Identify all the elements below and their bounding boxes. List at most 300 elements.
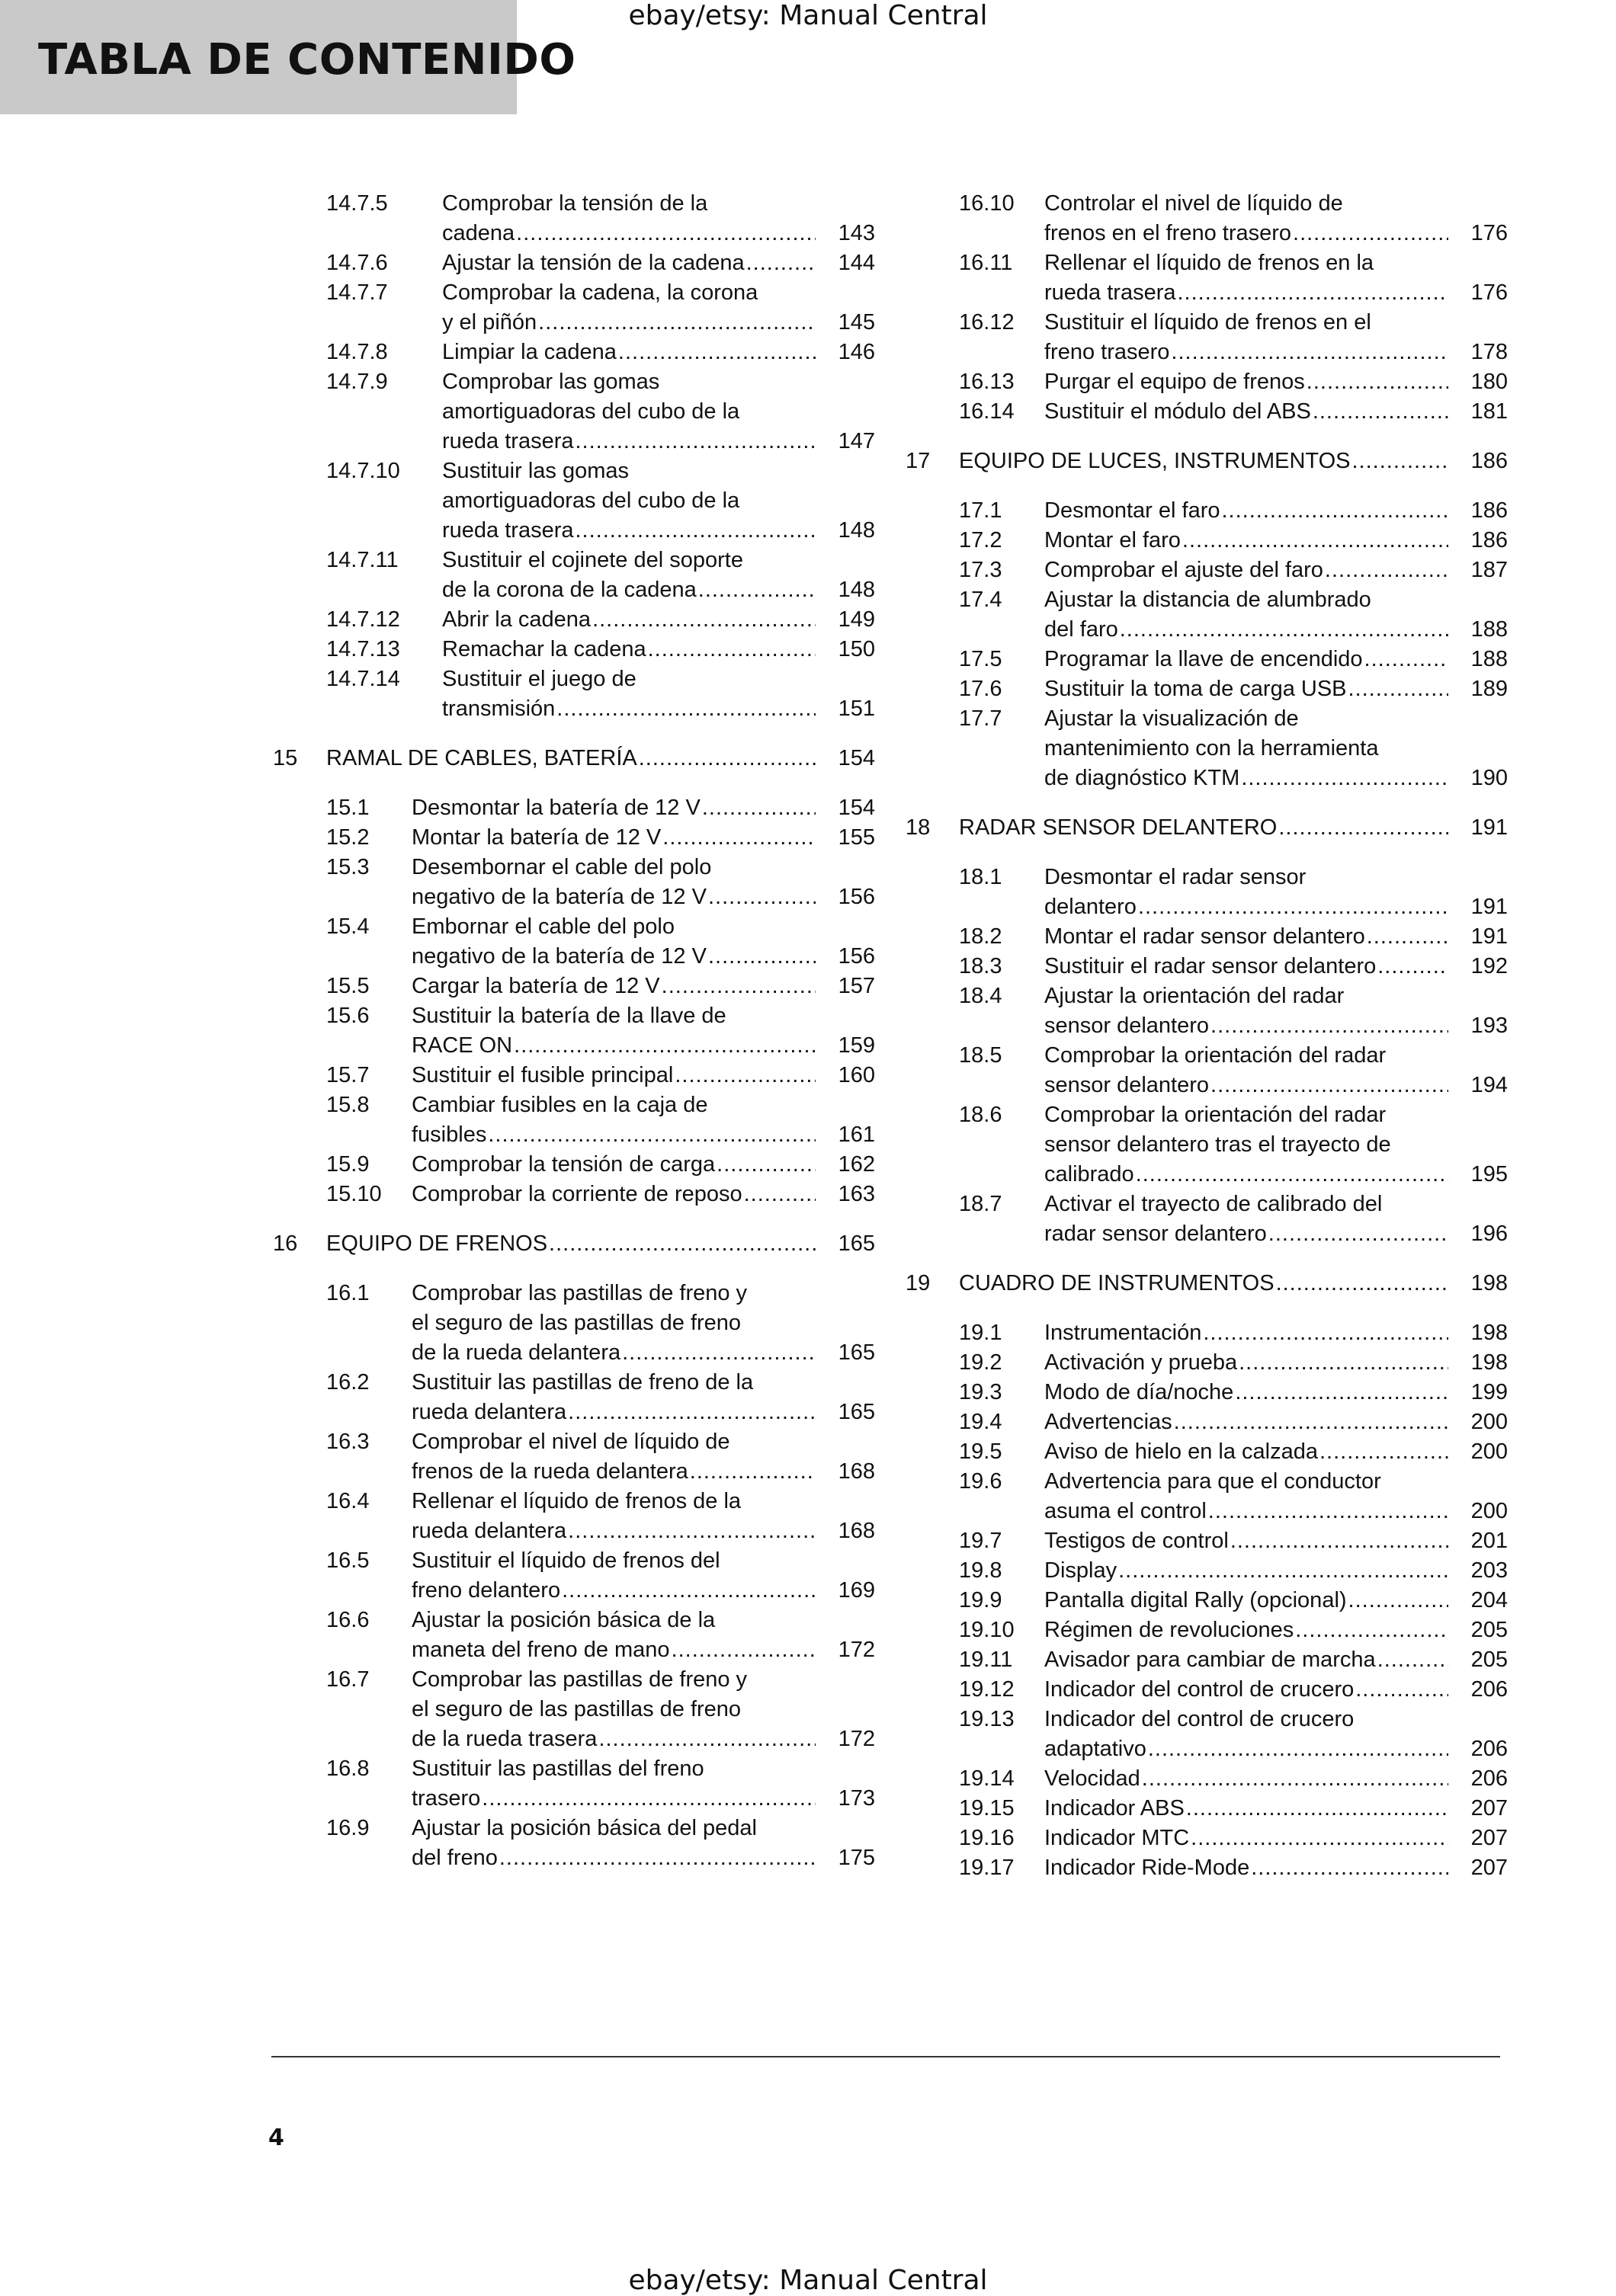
toc-entry-number: 17.7 — [959, 706, 1002, 731]
toc-section-entry[interactable] — [326, 1001, 875, 1061]
toc-page-number: 159 — [838, 1033, 875, 1058]
toc-entry-number: 18.6 — [959, 1103, 1002, 1127]
toc-page-number: 154 — [838, 746, 875, 770]
toc-page-number: 154 — [838, 796, 875, 820]
toc-section-entry[interactable] — [959, 526, 1508, 556]
toc-entry-number: 19.11 — [959, 1648, 1013, 1672]
toc-dot-leader — [1268, 1219, 1448, 1249]
toc-entry-number: 19.8 — [959, 1558, 1002, 1583]
page-title: TABLA DE CONTENIDO — [38, 35, 576, 85]
toc-section-entry[interactable] — [959, 1824, 1508, 1853]
toc-entry-title-line: frenos de la rueda delantera — [412, 1459, 688, 1484]
toc-entry-number: 16.5 — [326, 1548, 370, 1573]
toc-page-number: 143 — [838, 221, 875, 245]
toc-section-entry[interactable] — [326, 546, 875, 605]
toc-entry-number: 19.16 — [959, 1826, 1015, 1850]
toc-entry-title-line: rueda delantera — [412, 1400, 567, 1424]
toc-dot-leader — [622, 1338, 816, 1368]
toc-entry-title-line: trasero — [412, 1786, 481, 1811]
toc-section-entry[interactable] — [959, 1041, 1508, 1100]
toc-dot-leader — [648, 635, 816, 664]
toc-entry-number: 19.4 — [959, 1410, 1002, 1434]
toc-dot-leader — [1235, 1378, 1448, 1407]
toc-entry-title-line: Indicador ABS — [1044, 1796, 1185, 1820]
toc-entry-title-line: Activación y prueba — [1044, 1350, 1238, 1375]
toc-entry-title-line: Comprobar la orientación del radar — [1044, 1043, 1387, 1068]
toc-chapter-entry[interactable] — [273, 744, 875, 773]
toc-dot-leader — [746, 248, 816, 278]
toc-section-entry[interactable] — [326, 1279, 875, 1368]
toc-section-entry[interactable] — [959, 556, 1508, 585]
toc-section-entry[interactable] — [326, 1368, 875, 1427]
toc-entry-number: 19.6 — [959, 1469, 1002, 1494]
toc-entry-number: 17.2 — [959, 528, 1002, 552]
toc-entry-number: 16.11 — [959, 251, 1013, 275]
toc-entry-title-line: Cambiar fusibles en la caja de — [412, 1093, 708, 1117]
toc-dot-leader — [1186, 1794, 1448, 1824]
toc-entry-number: 14.7.12 — [326, 607, 400, 632]
toc-entry-number: 14.7.5 — [326, 191, 388, 216]
toc-entry-title-line: Sustituir el líquido de frenos en el — [1044, 310, 1371, 335]
toc-section-entry[interactable] — [326, 605, 875, 635]
toc-dot-leader — [1142, 1764, 1448, 1794]
toc-page-number: 180 — [1470, 370, 1508, 394]
toc-entry-number: 14.7.8 — [326, 340, 388, 364]
toc-entry-title-line: EQUIPO DE FRENOS — [326, 1231, 548, 1256]
toc-entry-number: 15.8 — [326, 1093, 370, 1117]
page-number: 4 — [268, 2125, 284, 2151]
toc-page-number: 205 — [1470, 1648, 1508, 1672]
toc-entry-number: 16.9 — [326, 1816, 370, 1840]
toc-entry-title-line: Controlar el nivel de líquido de — [1044, 191, 1343, 216]
toc-page-number: 146 — [838, 340, 875, 364]
toc-entry-number: 15.10 — [326, 1182, 382, 1206]
toc-entry-title-line: Comprobar el nivel de líquido de — [412, 1430, 730, 1454]
toc-section-entry[interactable] — [326, 1665, 875, 1754]
toc-page-number: 156 — [838, 885, 875, 909]
toc-entry-number: 16.3 — [326, 1430, 370, 1454]
toc-dot-leader — [568, 1398, 816, 1427]
toc-section-entry[interactable] — [959, 1705, 1508, 1764]
toc-entry-title-line: Comprobar la cadena, la corona — [442, 280, 758, 305]
toc-entry-title-line: RADAR SENSOR DELANTERO — [959, 815, 1278, 840]
toc-dot-leader — [568, 1516, 816, 1546]
toc-entry-number: 15 — [273, 746, 298, 770]
toc-dot-leader — [1138, 892, 1448, 922]
toc-chapter-entry[interactable] — [906, 813, 1508, 843]
toc-entry-title-line: y el piñón — [442, 310, 537, 335]
toc-entry-title-line: Rellenar el líquido de frenos en la — [1044, 251, 1374, 275]
toc-section-entry[interactable] — [959, 248, 1508, 308]
toc-entry-title-line: Pantalla digital Rally (opcional) — [1044, 1588, 1347, 1612]
toc-entry-title-line: RACE ON — [412, 1033, 513, 1058]
toc-entry-number: 14.7.7 — [326, 280, 388, 305]
toc-entry-title-line: Montar el faro — [1044, 528, 1181, 552]
toc-entry-title-line: amortiguadoras del cubo de la — [442, 399, 740, 424]
toc-section-entry[interactable] — [959, 1467, 1508, 1526]
toc-entry-title-line: Comprobar la corriente de reposo — [412, 1182, 742, 1206]
toc-dot-leader — [1367, 922, 1448, 952]
toc-entry-title-line: Comprobar el ajuste del faro — [1044, 558, 1323, 582]
toc-entry-number: 19.17 — [959, 1856, 1015, 1880]
toc-page-number: 191 — [1470, 895, 1508, 919]
toc-dot-leader — [662, 823, 816, 853]
toc-page-number: 144 — [838, 251, 875, 275]
toc-dot-leader — [538, 308, 816, 338]
toc-entry-title-line: Ajustar la tensión de la cadena — [442, 251, 745, 275]
toc-page-number: 207 — [1470, 1856, 1508, 1880]
toc-entry-title-line: el seguro de las pastillas de freno — [412, 1311, 742, 1335]
toc-page-number: 186 — [1470, 528, 1508, 552]
toc-dot-leader — [717, 1150, 816, 1180]
toc-section-entry[interactable] — [959, 674, 1508, 704]
toc-entry-title-line: Desmontar el faro — [1044, 498, 1220, 523]
toc-section-entry[interactable] — [959, 367, 1508, 397]
toc-entry-number: 18.1 — [959, 865, 1002, 889]
toc-section-entry[interactable] — [326, 823, 875, 853]
toc-page-number: 186 — [1470, 449, 1508, 473]
toc-page-number: 200 — [1470, 1499, 1508, 1523]
toc-entry-number: 16.4 — [326, 1489, 370, 1513]
toc-section-entry[interactable] — [326, 1606, 875, 1665]
toc-section-entry[interactable] — [326, 1754, 875, 1814]
toc-chapter-entry[interactable] — [906, 1269, 1508, 1299]
toc-entry-title-line: Comprobar la orientación del radar — [1044, 1103, 1387, 1127]
toc-dot-leader — [1118, 1556, 1448, 1586]
toc-section-entry[interactable] — [959, 1794, 1508, 1824]
toc-dot-leader — [672, 1635, 816, 1665]
toc-entry-title-line: Sustituir el fusible principal — [412, 1063, 674, 1087]
toc-section-entry[interactable] — [959, 645, 1508, 674]
toc-entry-number: 16 — [273, 1231, 298, 1256]
toc-section-entry[interactable] — [959, 1764, 1508, 1794]
toc-page-number: 187 — [1470, 558, 1508, 582]
toc-entry-number: 16.6 — [326, 1608, 370, 1632]
toc-entry-number: 15.6 — [326, 1004, 370, 1028]
toc-section-entry[interactable] — [326, 1546, 875, 1606]
toc-entry-number: 19.9 — [959, 1588, 1002, 1612]
toc-section-entry[interactable] — [959, 704, 1508, 793]
toc-entry-title-line: Desmontar la batería de 12 V — [412, 796, 701, 820]
toc-entry-number: 16.10 — [959, 191, 1015, 216]
toc-page-number: 191 — [1470, 924, 1508, 949]
toc-dot-leader — [744, 1180, 816, 1209]
toc-page-number: 206 — [1470, 1677, 1508, 1702]
toc-section-entry[interactable] — [326, 1427, 875, 1487]
toc-page-number: 199 — [1470, 1380, 1508, 1404]
toc-page-number: 188 — [1470, 647, 1508, 671]
toc-entry-title-line: Advertencia para que el conductor — [1044, 1469, 1381, 1494]
toc-section-entry[interactable] — [959, 863, 1508, 922]
toc-entry-title-line: Comprobar las pastillas de freno y — [412, 1667, 748, 1692]
toc-entry-number: 14.7.14 — [326, 667, 400, 691]
toc-entry-title-line: de la corona de la cadena — [442, 578, 697, 602]
toc-section-entry[interactable] — [959, 1437, 1508, 1467]
toc-entry-number: 14.7.9 — [326, 370, 388, 394]
toc-entry-title-line: Sustituir el radar sensor delantero — [1044, 954, 1377, 978]
toc-entry-title-line: de diagnóstico KTM — [1044, 766, 1240, 790]
toc-dot-leader — [576, 427, 816, 456]
toc-section-entry[interactable] — [959, 1378, 1508, 1407]
toc-section-entry[interactable] — [959, 585, 1508, 645]
toc-entry-title-line: mantenimiento con la herramienta — [1044, 736, 1379, 761]
toc-entry-title-line: Indicador Ride-Mode — [1044, 1856, 1250, 1880]
toc-section-entry[interactable] — [959, 1318, 1508, 1348]
toc-page-number: 191 — [1470, 815, 1508, 840]
toc-entry-title-line: Sustituir las pastillas del freno — [412, 1756, 704, 1781]
toc-section-entry[interactable] — [326, 912, 875, 972]
footer-divider — [271, 2056, 1500, 2057]
toc-dot-leader — [1136, 1160, 1448, 1190]
toc-column-left — [273, 189, 875, 1873]
toc-section-entry[interactable] — [959, 1190, 1508, 1249]
toc-page-number: 190 — [1470, 766, 1508, 790]
toc-section-entry[interactable] — [959, 952, 1508, 981]
toc-entry-number: 17.4 — [959, 588, 1002, 612]
toc-dot-leader — [708, 942, 816, 972]
toc-section-entry[interactable] — [326, 248, 875, 278]
toc-entry-number: 14.7.13 — [326, 637, 400, 661]
toc-section-entry[interactable] — [326, 635, 875, 664]
toc-dot-leader — [1148, 1734, 1448, 1764]
toc-entry-title-line: Purgar el equipo de frenos — [1044, 370, 1305, 394]
toc-entry-title-line: Advertencias — [1044, 1410, 1172, 1434]
toc-entry-number: 19.3 — [959, 1380, 1002, 1404]
toc-entry-number: 19.2 — [959, 1350, 1002, 1375]
toc-page-number: 150 — [838, 637, 875, 661]
toc-entry-number: 19.7 — [959, 1529, 1002, 1553]
toc-page-number: 178 — [1470, 340, 1508, 364]
toc-page-number: 206 — [1470, 1737, 1508, 1761]
toc-entry-title-line: Ajustar la distancia de alumbrado — [1044, 588, 1371, 612]
toc-section-entry[interactable] — [326, 793, 875, 823]
toc-section-entry[interactable] — [326, 1814, 875, 1873]
toc-entry-title-line: Avisador para cambiar de marcha — [1044, 1648, 1376, 1672]
toc-section-entry[interactable] — [959, 1675, 1508, 1705]
toc-dot-leader — [1171, 338, 1448, 367]
toc-entry-number: 18.5 — [959, 1043, 1002, 1068]
toc-page-number: 200 — [1470, 1439, 1508, 1464]
toc-entry-title-line: maneta del freno de mano — [412, 1638, 670, 1662]
toc-section-entry[interactable] — [959, 308, 1508, 367]
toc-page-number: 156 — [838, 944, 875, 969]
toc-entry-title-line: Programar la llave de encendido — [1044, 647, 1363, 671]
toc-section-entry[interactable] — [326, 1061, 875, 1090]
toc-dot-leader — [1307, 367, 1448, 397]
toc-entry-number: 15.5 — [326, 974, 370, 998]
toc-section-entry[interactable] — [959, 1100, 1508, 1190]
toc-page-number: 172 — [838, 1727, 875, 1751]
toc-dot-leader — [499, 1843, 816, 1873]
toc-page-number: 194 — [1470, 1073, 1508, 1097]
toc-entry-title-line: del freno — [412, 1846, 498, 1870]
toc-entry-title-line: del faro — [1044, 617, 1118, 642]
toc-dot-leader — [1352, 447, 1449, 476]
toc-page-number: 192 — [1470, 954, 1508, 978]
toc-page-number: 148 — [838, 578, 875, 602]
toc-section-entry[interactable] — [326, 972, 875, 1001]
toc-section-entry[interactable] — [326, 664, 875, 724]
toc-entry-title-line: RAMAL DE CABLES, BATERÍA — [326, 746, 637, 770]
toc-entry-title-line: transmisión — [442, 696, 556, 721]
toc-entry-number: 14.7.10 — [326, 459, 400, 483]
toc-entry-title-line: de la rueda delantera — [412, 1340, 621, 1365]
toc-dot-leader — [1222, 496, 1449, 526]
toc-entry-number: 17.3 — [959, 558, 1002, 582]
toc-entry-number: 18 — [906, 815, 931, 840]
toc-entry-number: 15.7 — [326, 1063, 370, 1087]
toc-entry-title-line: Modo de día/noche — [1044, 1380, 1234, 1404]
toc-entry-number: 14.7.6 — [326, 251, 388, 275]
toc-entry-title-line: Display — [1044, 1558, 1117, 1583]
toc-entry-title-line: Rellenar el líquido de frenos de la — [412, 1489, 742, 1513]
toc-section-entry[interactable] — [959, 922, 1508, 952]
toc-entry-number: 19.14 — [959, 1766, 1015, 1791]
toc-page-number: 147 — [838, 429, 875, 453]
toc-page-number: 165 — [838, 1400, 875, 1424]
toc-dot-leader — [1210, 1011, 1448, 1041]
toc-dot-leader — [1182, 526, 1448, 556]
toc-entry-title-line: Comprobar la tensión de carga — [412, 1152, 716, 1177]
toc-entry-title-line: calibrado — [1044, 1162, 1134, 1186]
toc-section-entry[interactable] — [326, 367, 875, 456]
toc-section-entry[interactable] — [959, 397, 1508, 427]
toc-entry-title-line: Desembornar el cable del polo — [412, 855, 712, 879]
toc-entry-title-line: negativo de la batería de 12 V — [412, 885, 707, 909]
toc-dot-leader — [1191, 1824, 1448, 1853]
toc-section-entry[interactable] — [959, 1556, 1508, 1586]
toc-entry-title-line: Sustituir las gomas — [442, 459, 629, 483]
toc-entry-number: 19 — [906, 1271, 931, 1295]
toc-page-number: 206 — [1470, 1766, 1508, 1791]
toc-section-entry[interactable] — [326, 853, 875, 912]
toc-entry-number: 17.6 — [959, 677, 1002, 701]
toc-page-number: 162 — [838, 1152, 875, 1177]
toc-page-number: 186 — [1470, 498, 1508, 523]
toc-entry-title-line: rueda trasera — [442, 518, 574, 543]
toc-section-entry[interactable] — [326, 189, 875, 248]
toc-section-entry[interactable] — [326, 1487, 875, 1546]
toc-entry-title-line: rueda trasera — [442, 429, 574, 453]
toc-section-entry[interactable] — [326, 278, 875, 338]
toc-entry-title-line: delantero — [1044, 895, 1137, 919]
toc-page-number: 198 — [1470, 1271, 1508, 1295]
toc-section-entry[interactable] — [959, 1348, 1508, 1378]
toc-entry-title-line: Sustituir el módulo del ABS — [1044, 399, 1311, 424]
toc-page-number: 203 — [1470, 1558, 1508, 1583]
toc-entry-title-line: freno trasero — [1044, 340, 1170, 364]
toc-page-number: 149 — [838, 607, 875, 632]
toc-entry-title-line: sensor delantero tras el trayecto de — [1044, 1132, 1391, 1157]
toc-entry-title-line: fusibles — [412, 1122, 487, 1147]
toc-section-entry[interactable] — [326, 338, 875, 367]
toc-dot-leader — [1348, 674, 1448, 704]
toc-entry-title-line: Testigos de control — [1044, 1529, 1229, 1553]
toc-section-entry[interactable] — [959, 981, 1508, 1041]
toc-entry-number: 16.12 — [959, 310, 1015, 335]
toc-entry-title-line: Indicador MTC — [1044, 1826, 1190, 1850]
toc-section-entry[interactable] — [959, 1645, 1508, 1675]
toc-chapter-entry[interactable] — [273, 1229, 875, 1259]
toc-section-entry[interactable] — [326, 1180, 875, 1209]
toc-entry-number: 17.1 — [959, 498, 1002, 523]
toc-page-number: 165 — [838, 1231, 875, 1256]
toc-entry-title-line: radar sensor delantero — [1044, 1222, 1267, 1246]
toc-entry-number: 15.1 — [326, 796, 370, 820]
toc-page-number: 163 — [838, 1182, 875, 1206]
toc-entry-number: 14.7.11 — [326, 548, 399, 572]
toc-entry-title-line: Sustituir la batería de la llave de — [412, 1004, 726, 1028]
toc-column-right — [906, 189, 1508, 1883]
toc-entry-title-line: frenos en el freno trasero — [1044, 221, 1292, 245]
toc-entry-number: 17 — [906, 449, 931, 473]
toc-dot-leader — [1295, 1616, 1448, 1645]
toc-entry-title-line: Sustituir el juego de — [442, 667, 636, 691]
toc-dot-leader — [1120, 615, 1448, 645]
toc-section-entry[interactable] — [326, 456, 875, 546]
toc-page-number: 168 — [838, 1519, 875, 1543]
toc-section-entry[interactable] — [959, 1616, 1508, 1645]
toc-dot-leader — [1178, 278, 1449, 308]
toc-chapter-entry[interactable] — [906, 447, 1508, 476]
toc-entry-title-line: Indicador del control de crucero — [1044, 1707, 1355, 1731]
toc-dot-leader — [1348, 1586, 1448, 1616]
toc-entry-number: 16.7 — [326, 1667, 370, 1692]
toc-dot-leader — [1278, 813, 1448, 843]
toc-entry-title-line: Ajustar la posición básica del pedal — [412, 1816, 757, 1840]
toc-entry-number: 18.3 — [959, 954, 1002, 978]
toc-dot-leader — [702, 793, 816, 823]
toc-section-entry[interactable] — [326, 1150, 875, 1180]
toc-section-entry[interactable] — [959, 189, 1508, 248]
toc-entry-title-line: Embornar el cable del polo — [412, 914, 675, 939]
toc-dot-leader — [1319, 1437, 1448, 1467]
toc-dot-leader — [592, 605, 816, 635]
toc-page-number: 155 — [838, 825, 875, 850]
toc-dot-leader — [662, 972, 816, 1001]
toc-section-entry[interactable] — [959, 1586, 1508, 1616]
toc-entry-title-line: Ajustar la orientación del radar — [1044, 984, 1345, 1008]
toc-page-number: 157 — [838, 974, 875, 998]
toc-entry-title-line: Cargar la batería de 12 V — [412, 974, 660, 998]
toc-page-number: 189 — [1470, 677, 1508, 701]
toc-entry-number: 16.2 — [326, 1370, 370, 1395]
toc-dot-leader — [576, 516, 816, 546]
toc-dot-leader — [488, 1120, 816, 1150]
toc-dot-leader — [1210, 1071, 1448, 1100]
toc-page-number: 201 — [1470, 1529, 1508, 1553]
toc-dot-leader — [1251, 1853, 1448, 1883]
toc-entry-title-line: Indicador del control de crucero — [1044, 1677, 1355, 1702]
toc-dot-leader — [598, 1724, 816, 1754]
toc-section-entry[interactable] — [959, 1526, 1508, 1556]
toc-dot-leader — [1377, 1645, 1448, 1675]
toc-entry-title-line: Ajustar la visualización de — [1044, 706, 1299, 731]
toc-page-number: 200 — [1470, 1410, 1508, 1434]
toc-page-number: 204 — [1470, 1588, 1508, 1612]
toc-section-entry[interactable] — [959, 496, 1508, 526]
toc-entry-title-line: sensor delantero — [1044, 1014, 1210, 1038]
toc-section-entry[interactable] — [959, 1407, 1508, 1437]
toc-page-number: 198 — [1470, 1321, 1508, 1345]
toc-page-number: 172 — [838, 1638, 875, 1662]
toc-entry-title-line: Comprobar las gomas — [442, 370, 660, 394]
toc-section-entry[interactable] — [959, 1853, 1508, 1883]
toc-dot-leader — [1239, 1348, 1448, 1378]
toc-dot-leader — [1325, 556, 1448, 585]
toc-section-entry[interactable] — [326, 1090, 875, 1150]
toc-entry-title-line: Sustituir la toma de carga USB — [1044, 677, 1347, 701]
